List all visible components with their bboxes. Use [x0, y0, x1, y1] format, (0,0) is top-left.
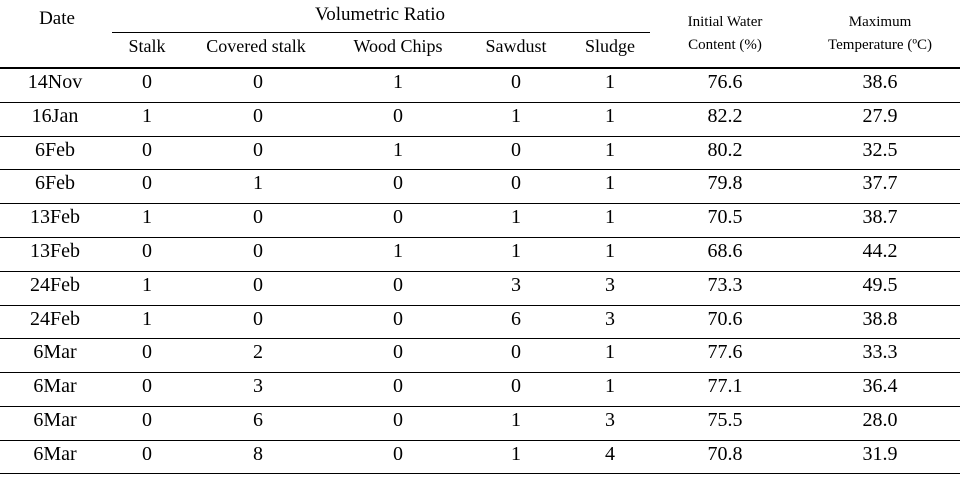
cell-maximum-temperature: 33.3: [862, 341, 898, 364]
cell-sawdust: 0: [511, 375, 521, 398]
cell-initial-water-content: 70.8: [707, 442, 743, 465]
cell-maximum-temperature: 38.7: [862, 206, 898, 229]
header-date: Date: [39, 8, 75, 29]
cell-date: 13Feb: [30, 240, 80, 262]
header-volumetric-ratio: Volumetric Ratio: [315, 4, 445, 25]
cell-sludge: 1: [605, 206, 615, 229]
cell-stalk: 1: [142, 206, 152, 229]
header-temp-line2: Temperature (ºC): [828, 37, 932, 53]
cell-wood-chips: 0: [393, 273, 403, 296]
cell-sawdust: 1: [511, 206, 521, 229]
cell-sawdust: 3: [511, 273, 521, 296]
header-sludge: Sludge: [584, 36, 636, 56]
cell-date: 13Feb: [30, 206, 80, 229]
cell-wood-chips: 1: [393, 240, 403, 262]
cell-maximum-temperature: 38.6: [862, 71, 898, 93]
cell-covered-stalk: 0: [253, 206, 263, 229]
cell-initial-water-content: 79.8: [707, 172, 743, 195]
cell-stalk: 0: [142, 442, 152, 465]
cell-date: 6Feb: [35, 172, 75, 195]
cell-wood-chips: 0: [393, 206, 403, 229]
cell-date: 24Feb: [30, 307, 80, 330]
cell-date: 14Nov: [27, 71, 83, 93]
cell-sludge: 1: [605, 104, 615, 127]
cell-date: 6Mar: [33, 442, 77, 465]
cell-wood-chips: 0: [393, 442, 403, 465]
cell-maximum-temperature: 27.9: [862, 104, 898, 127]
table-row: [0, 102, 960, 136]
header-group-rule: [112, 32, 650, 33]
header-water-line2: Content (%): [688, 37, 762, 53]
cell-stalk: 1: [142, 307, 152, 330]
cell-date: 6Mar: [33, 341, 77, 364]
cell-stalk: 0: [142, 341, 152, 364]
cell-maximum-temperature: 38.8: [862, 307, 898, 330]
header-initial-water-content: [688, 11, 763, 57]
table-row: [0, 338, 960, 372]
cell-sawdust: 1: [511, 104, 521, 127]
cell-initial-water-content: 82.2: [707, 104, 743, 127]
table-row: [0, 372, 960, 406]
cell-covered-stalk: 2: [253, 341, 263, 364]
cell-wood-chips: 0: [393, 104, 403, 127]
cell-initial-water-content: 75.5: [707, 409, 743, 431]
cell-maximum-temperature: 49.5: [862, 273, 898, 296]
cell-sawdust: 0: [511, 341, 521, 364]
header-temp-line1: Maximum: [848, 14, 912, 30]
table-row: [0, 68, 960, 102]
cell-stalk: 0: [142, 240, 152, 262]
cell-covered-stalk: 0: [253, 138, 263, 161]
cell-covered-stalk: 1: [253, 172, 263, 195]
cell-maximum-temperature: 28.0: [862, 409, 898, 431]
cell-stalk: 0: [142, 375, 152, 398]
cell-sawdust: 0: [511, 138, 521, 161]
cell-maximum-temperature: 44.2: [862, 240, 898, 262]
cell-sludge: 4: [605, 442, 615, 465]
cell-sludge: 1: [605, 240, 615, 262]
cell-stalk: 1: [142, 104, 152, 127]
cell-wood-chips: 0: [393, 409, 403, 431]
cell-covered-stalk: 8: [253, 442, 263, 465]
table-row: [0, 271, 960, 305]
cell-sludge: 1: [605, 172, 615, 195]
cell-sawdust: 1: [511, 442, 521, 465]
cell-initial-water-content: 77.6: [707, 341, 743, 364]
table-row: [0, 440, 960, 474]
header-maximum-temperature: [828, 11, 932, 57]
cell-maximum-temperature: 32.5: [862, 138, 898, 161]
cell-maximum-temperature: 37.7: [862, 172, 898, 195]
header-covered-stalk: Covered stalk: [206, 36, 306, 56]
cell-sawdust: 0: [511, 71, 521, 93]
cell-wood-chips: 1: [393, 71, 403, 93]
cell-stalk: 0: [142, 409, 152, 431]
cell-sawdust: 6: [511, 307, 521, 330]
cell-wood-chips: 1: [393, 138, 403, 161]
cell-sludge: 1: [605, 71, 615, 93]
cell-initial-water-content: 68.6: [707, 240, 743, 262]
cell-initial-water-content: 80.2: [707, 138, 743, 161]
cell-maximum-temperature: 36.4: [862, 375, 898, 398]
cell-initial-water-content: 76.6: [707, 71, 743, 93]
cell-date: 6Mar: [33, 375, 77, 398]
cell-stalk: 0: [142, 138, 152, 161]
cell-wood-chips: 0: [393, 375, 403, 398]
cell-covered-stalk: 0: [253, 71, 263, 93]
cell-sludge: 3: [605, 409, 615, 431]
cell-initial-water-content: 77.1: [707, 375, 743, 398]
cell-covered-stalk: 3: [253, 375, 263, 398]
header-stalk: Stalk: [128, 36, 166, 56]
table-row: [0, 305, 960, 339]
cell-sludge: 1: [605, 138, 615, 161]
cell-wood-chips: 0: [393, 341, 403, 364]
cell-sludge: 3: [605, 307, 615, 330]
cell-date: 16Jan: [31, 104, 79, 127]
cell-covered-stalk: 6: [253, 409, 263, 431]
table-bottom-rule: [0, 473, 960, 474]
cell-date: 6Feb: [35, 138, 75, 161]
cell-sludge: 1: [605, 375, 615, 398]
cell-initial-water-content: 73.3: [707, 273, 743, 296]
cell-date: 24Feb: [30, 273, 80, 296]
cell-stalk: 0: [142, 172, 152, 195]
cell-sludge: 1: [605, 341, 615, 364]
cell-sawdust: 0: [511, 172, 521, 195]
cell-maximum-temperature: 31.9: [862, 442, 898, 465]
table-row: [0, 406, 960, 440]
table-row: [0, 203, 960, 237]
cell-covered-stalk: 0: [253, 273, 263, 296]
cell-initial-water-content: 70.6: [707, 307, 743, 330]
cell-wood-chips: 0: [393, 307, 403, 330]
table-row: [0, 136, 960, 170]
cell-covered-stalk: 0: [253, 104, 263, 127]
cell-initial-water-content: 70.5: [707, 206, 743, 229]
cell-date: 6Mar: [33, 409, 77, 431]
cell-sawdust: 1: [511, 409, 521, 431]
cell-wood-chips: 0: [393, 172, 403, 195]
header-wood-chips: Wood Chips: [353, 36, 443, 56]
cell-covered-stalk: 0: [253, 240, 263, 262]
cell-stalk: 1: [142, 273, 152, 296]
cell-sludge: 3: [605, 273, 615, 296]
cell-stalk: 0: [142, 71, 152, 93]
header-sawdust: Sawdust: [485, 36, 547, 56]
table-row: [0, 169, 960, 203]
header-water-line1: Initial Water: [687, 14, 763, 30]
cell-sawdust: 1: [511, 240, 521, 262]
cell-covered-stalk: 0: [253, 307, 263, 330]
table-row: [0, 237, 960, 271]
